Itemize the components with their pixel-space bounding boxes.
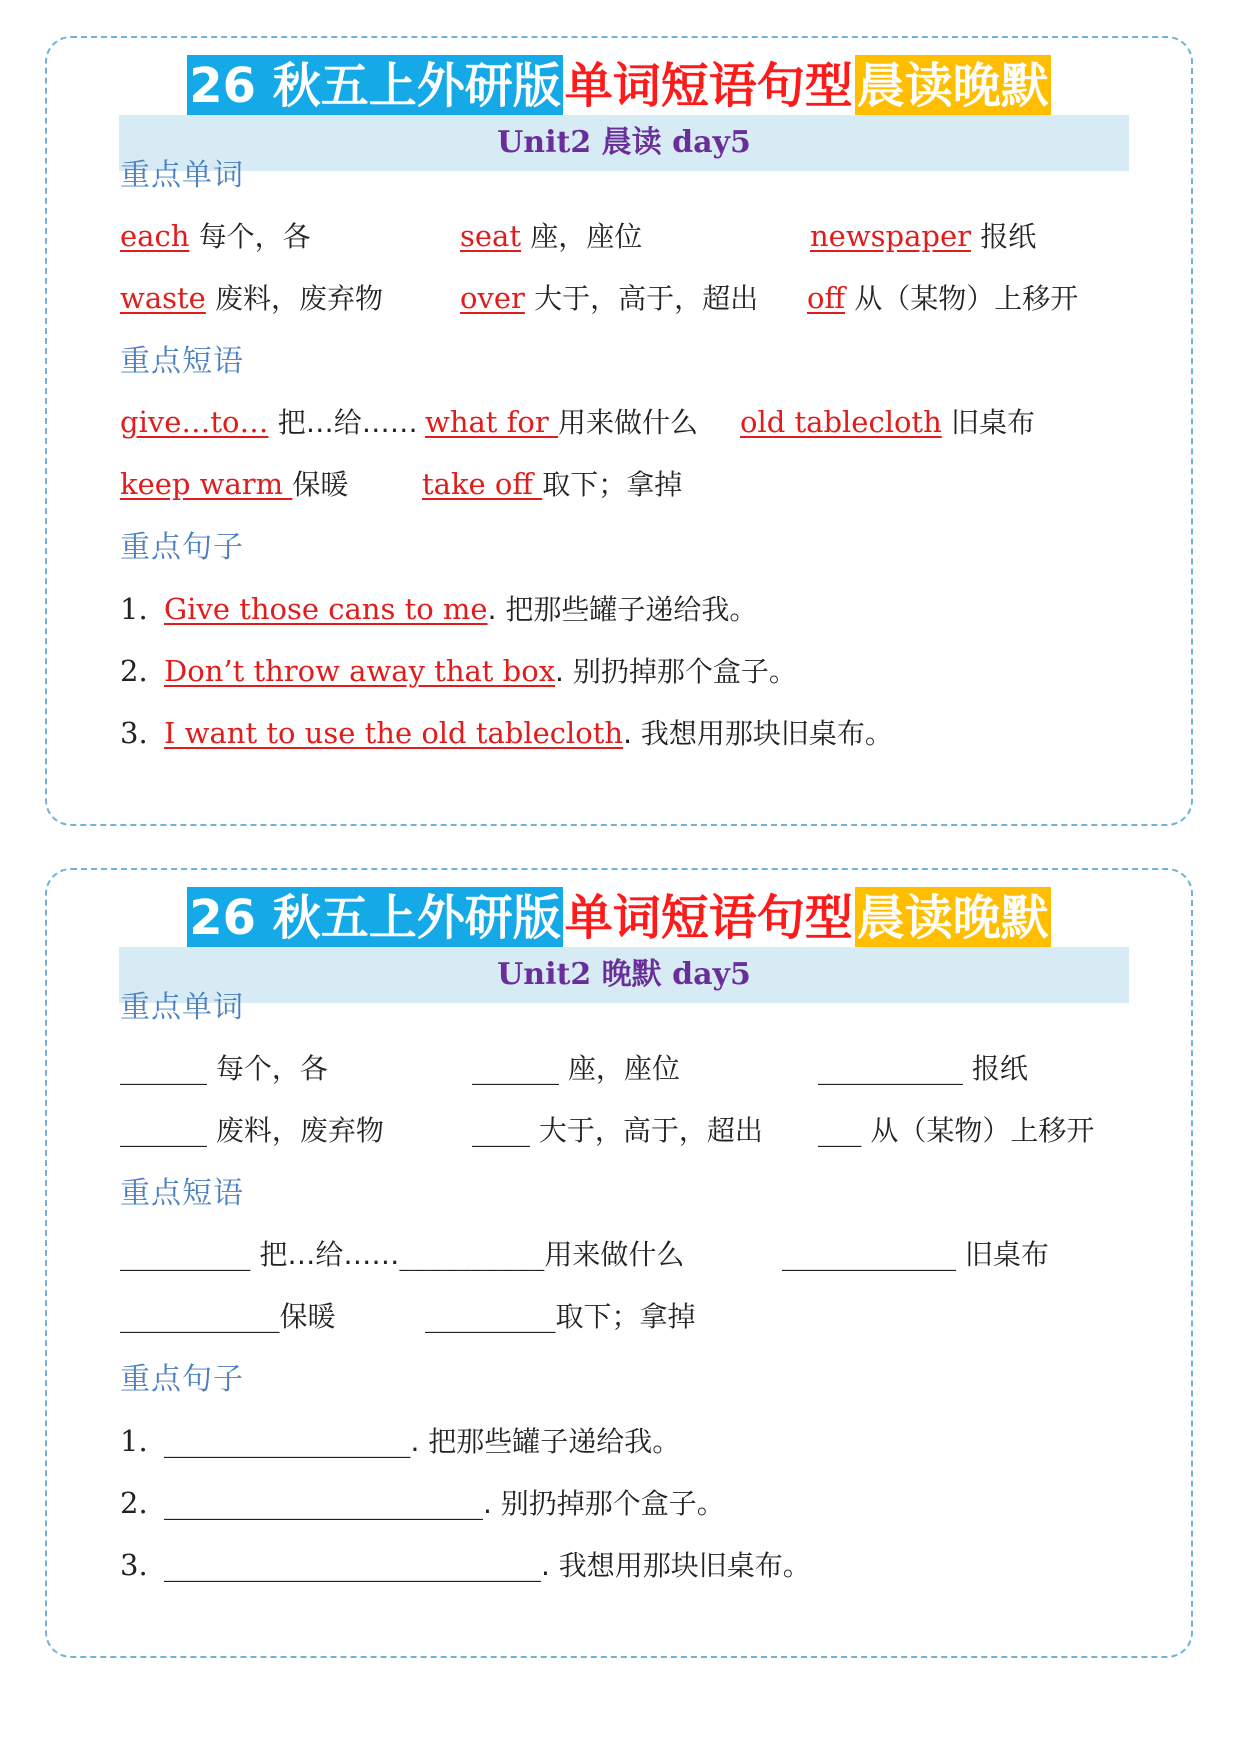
word-item bbox=[472, 1048, 680, 1089]
phrase-blank[interactable]: ___________ bbox=[120, 1299, 280, 1333]
phrase-cn: 取下；拿掉 bbox=[555, 1300, 696, 1333]
phrase-cn: 用来做什么 bbox=[544, 1238, 685, 1271]
phrase-item bbox=[422, 464, 682, 505]
banner-part-2: 单词短语句型 bbox=[563, 55, 855, 117]
phrase-item bbox=[425, 1296, 696, 1337]
word-cn: 每个，各 bbox=[207, 1052, 328, 1085]
word-blank[interactable]: ______ bbox=[120, 1113, 207, 1147]
sentences-section-title: 重点句子 bbox=[120, 530, 244, 565]
sentence-cn: . 我想用那块旧桌布。 bbox=[541, 1549, 811, 1582]
sentence-en: Give those cans to me bbox=[164, 592, 488, 626]
words-row-1 bbox=[120, 1048, 1180, 1088]
word-item bbox=[807, 278, 1078, 319]
phrase-cn: 取下；拿掉 bbox=[542, 468, 683, 501]
sentence-item bbox=[120, 1421, 680, 1462]
word-item bbox=[818, 1048, 1028, 1089]
word-cn: 从（某物）上移开 bbox=[861, 1114, 1095, 1147]
phrase-cn: 保暖 bbox=[292, 468, 349, 501]
banner-part-3: 晨读晚默 bbox=[855, 55, 1051, 117]
phrase-cn: 保暖 bbox=[279, 1300, 336, 1333]
phrase-en: take off bbox=[422, 467, 543, 501]
word-en: over bbox=[460, 281, 525, 315]
sentence-cn: . 别扔掉那个盒子。 bbox=[555, 655, 797, 688]
word-item bbox=[810, 216, 1036, 257]
word-cn: 大于，高于，超出 bbox=[534, 282, 759, 315]
phrase-cn: 用来做什么 bbox=[557, 406, 698, 439]
phrase-cn: 把…给…… bbox=[277, 406, 418, 439]
phrase-item bbox=[120, 402, 418, 443]
sentence-row-2 bbox=[120, 1483, 1180, 1523]
words-row-2 bbox=[120, 1110, 1180, 1150]
phrases-row-1 bbox=[120, 1234, 1180, 1274]
word-cn: 从（某物）上移开 bbox=[854, 282, 1079, 315]
word-blank[interactable]: ______ bbox=[120, 1051, 207, 1085]
evening-card bbox=[45, 868, 1193, 1658]
phrase-en: keep warm bbox=[120, 467, 293, 501]
phrases-section-title: 重点短语 bbox=[120, 1176, 244, 1211]
phrase-blank[interactable]: _________ bbox=[120, 1237, 251, 1271]
phrase-en: what for bbox=[425, 405, 558, 439]
word-item bbox=[120, 1048, 328, 1089]
sentence-blank[interactable]: _________________ bbox=[164, 1424, 411, 1458]
phrase-item bbox=[740, 402, 1035, 443]
word-blank[interactable]: ____ bbox=[472, 1113, 530, 1147]
word-cn: 报纸 bbox=[963, 1052, 1028, 1085]
words-row-2 bbox=[120, 278, 1180, 318]
word-item bbox=[472, 1110, 763, 1151]
phrase-en: give…to… bbox=[120, 405, 269, 439]
word-item bbox=[818, 1110, 1094, 1151]
sentence-number: 1. bbox=[120, 592, 148, 626]
word-cn: 废料，废弃物 bbox=[207, 1114, 384, 1147]
phrase-blank[interactable]: ____________ bbox=[782, 1237, 956, 1271]
phrase-item bbox=[120, 1234, 684, 1275]
word-cn: 座，座位 bbox=[559, 1052, 680, 1085]
phrase-en: old tablecloth bbox=[740, 405, 942, 439]
word-item bbox=[460, 278, 758, 319]
phrases-row-2 bbox=[120, 464, 1180, 504]
sentence-en: I want to use the old tablecloth bbox=[164, 716, 624, 750]
word-blank[interactable]: ______ bbox=[472, 1051, 559, 1085]
word-en: newspaper bbox=[810, 219, 971, 253]
subtitle-bar: Unit2 晚默 day5 bbox=[119, 947, 1129, 1003]
word-en: each bbox=[120, 219, 190, 253]
sentence-blank[interactable]: ______________________ bbox=[164, 1486, 483, 1520]
subtitle-bar: Unit2 晨读 day5 bbox=[119, 115, 1129, 171]
word-cn: 废料，废弃物 bbox=[215, 282, 384, 315]
sentence-item bbox=[120, 1483, 725, 1524]
sentence-item bbox=[120, 1545, 811, 1586]
phrase-item bbox=[782, 1234, 1049, 1275]
phrase-cn: 把…给…… bbox=[250, 1238, 400, 1271]
sentence-row-2 bbox=[120, 651, 1180, 691]
sentence-en: Don’t throw away that box bbox=[164, 654, 556, 688]
words-section-title: 重点单词 bbox=[120, 990, 244, 1025]
sentence-number: 2. bbox=[120, 1486, 148, 1520]
word-en: seat bbox=[460, 219, 521, 253]
banner-title bbox=[47, 887, 1191, 949]
word-en: waste bbox=[120, 281, 206, 315]
phrase-cn: 旧桌布 bbox=[956, 1238, 1049, 1271]
word-item bbox=[460, 216, 642, 257]
sentence-blank[interactable]: __________________________ bbox=[164, 1548, 541, 1582]
sentence-row-3 bbox=[120, 713, 1180, 753]
banner-title bbox=[47, 55, 1191, 117]
word-en: off bbox=[807, 281, 846, 315]
sentence-cn: . 把那些罐子递给我。 bbox=[487, 593, 758, 626]
sentences-section-title: 重点句子 bbox=[120, 1362, 244, 1397]
banner-part-1: 26 秋五上外研版 bbox=[187, 887, 563, 949]
sentence-row-1 bbox=[120, 589, 1180, 629]
phrase-blank[interactable]: __________ bbox=[399, 1237, 545, 1271]
words-section-title: 重点单词 bbox=[120, 158, 244, 193]
banner-part-2: 单词短语句型 bbox=[563, 887, 855, 949]
sentence-cn: . 别扔掉那个盒子。 bbox=[483, 1487, 725, 1520]
phrase-cn: 旧桌布 bbox=[951, 406, 1036, 439]
sentence-item bbox=[120, 651, 797, 692]
phrase-item bbox=[120, 464, 348, 505]
word-cn: 报纸 bbox=[980, 220, 1037, 253]
sentence-item bbox=[120, 713, 893, 754]
sentence-row-3 bbox=[120, 1545, 1180, 1585]
phrase-item bbox=[120, 1296, 336, 1337]
sentence-number: 2. bbox=[120, 654, 148, 688]
word-blank[interactable]: ___ bbox=[818, 1113, 862, 1147]
words-row-1 bbox=[120, 216, 1180, 256]
sentence-number: 3. bbox=[120, 716, 148, 750]
word-cn: 座，座位 bbox=[530, 220, 643, 253]
word-blank[interactable]: __________ bbox=[818, 1051, 963, 1085]
phrase-blank[interactable]: _________ bbox=[425, 1299, 556, 1333]
sentence-row-1 bbox=[120, 1421, 1180, 1461]
morning-card bbox=[45, 36, 1193, 826]
sentence-cn: . 把那些罐子递给我。 bbox=[410, 1425, 681, 1458]
phrases-row-2 bbox=[120, 1296, 1180, 1336]
word-cn: 每个，各 bbox=[198, 220, 311, 253]
word-cn: 大于，高于，超出 bbox=[530, 1114, 763, 1147]
sentence-cn: . 我想用那块旧桌布。 bbox=[623, 717, 893, 750]
word-item bbox=[120, 216, 311, 257]
banner-part-1: 26 秋五上外研版 bbox=[187, 55, 563, 117]
sentence-number: 1. bbox=[120, 1424, 148, 1458]
banner-part-3: 晨读晚默 bbox=[855, 887, 1051, 949]
phrases-row-1 bbox=[120, 402, 1180, 442]
sentence-number: 3. bbox=[120, 1548, 148, 1582]
phrases-section-title: 重点短语 bbox=[120, 344, 244, 379]
word-item bbox=[120, 1110, 384, 1151]
word-item bbox=[120, 278, 383, 319]
phrase-item bbox=[425, 402, 698, 443]
sentence-item bbox=[120, 589, 757, 630]
